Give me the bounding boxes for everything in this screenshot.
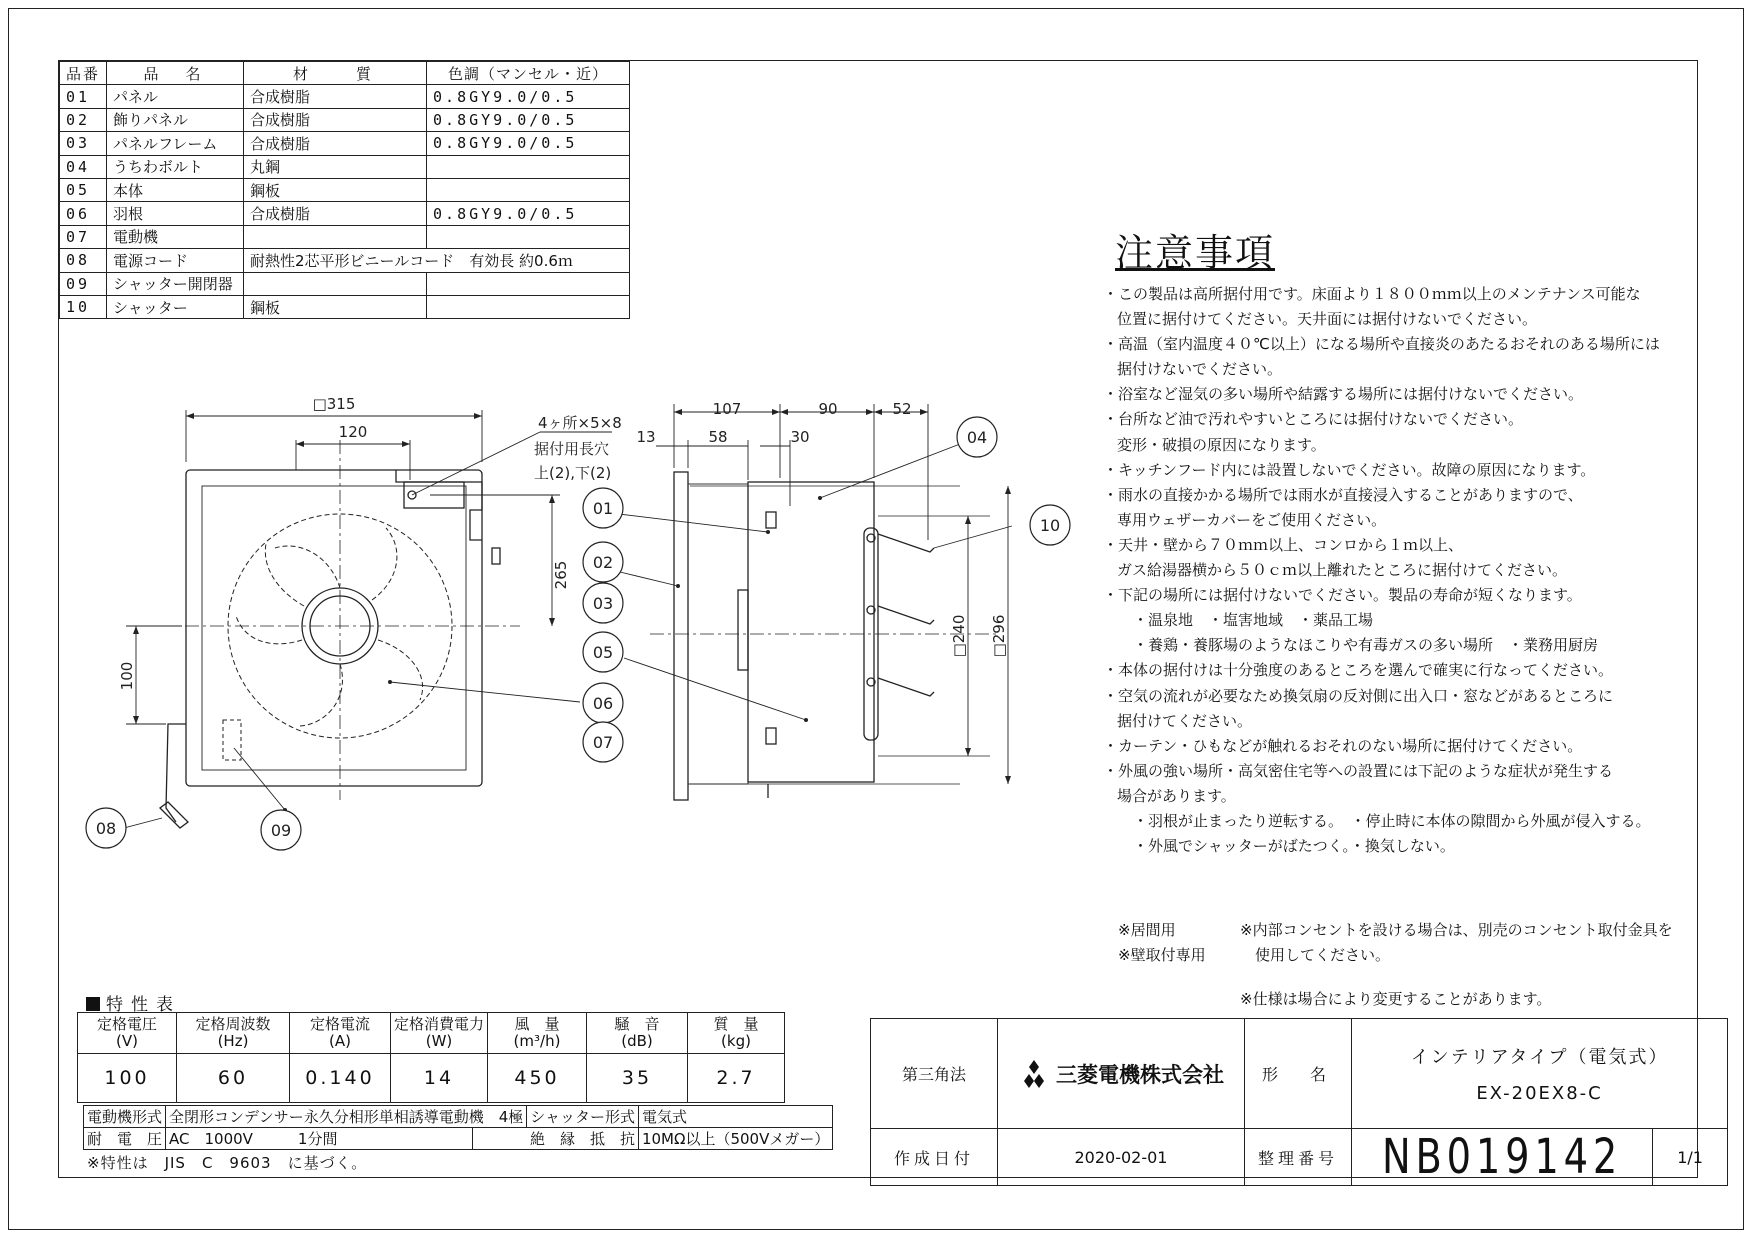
part-name: 羽根 [107, 202, 244, 225]
outlet-note [1240, 918, 1673, 968]
company-logo [999, 1059, 1243, 1089]
part-number: 03 [60, 132, 107, 155]
usage-wall: ※壁取付専用 [1118, 946, 1206, 964]
part-material: 鋼板 [244, 295, 427, 318]
part-number: 08 [60, 249, 107, 272]
dim-240-label: □240 [950, 614, 968, 658]
note-line: ・台所など油で汚れやすいところには据付けないでください。 [1103, 410, 1524, 429]
projection-method: 第三角法 [871, 1019, 998, 1129]
shutter-value: 電気式 [638, 1106, 832, 1128]
note-line: ・天井・壁から７０ｍｍ以上、コンロから１ｍ以上、 [1103, 535, 1464, 554]
motor-value: 全閉形コンデンサー永久分相形単相誘導電動機 4極 [166, 1106, 527, 1128]
spec-header-unit: (Hz) [217, 1032, 249, 1050]
part-number: 10 [60, 295, 107, 318]
dim-265-label: 265 [552, 560, 570, 590]
hole-note-1: 4ヶ所×5×8 [538, 414, 622, 432]
callout-label: 05 [592, 643, 614, 662]
creation-date: 2020-02-01 [998, 1129, 1245, 1186]
hole-note-2: 据付用長穴 [534, 440, 610, 458]
ref-number: NB019142 [1382, 1129, 1623, 1185]
spec-header-unit: (kg) [721, 1032, 751, 1050]
part-number: 05 [60, 178, 107, 201]
notes-list [1103, 282, 1703, 859]
note-line: 位置に据付けてください。天井面には据付けないでください。 [1117, 310, 1538, 329]
note-line: ・下記の場所には据付けないでください。製品の寿命が短くなります。 [1103, 586, 1582, 605]
part-material: 合成樹脂 [244, 108, 427, 131]
note-line: ・高温（室内温度４０℃以上）になる場所や直接炎のあたるおそれのある場所には [1103, 335, 1660, 354]
part-number: 06 [60, 202, 107, 225]
note-line: 据付けてください。 [1117, 711, 1253, 730]
part-material: 鋼板 [244, 178, 427, 201]
part-color: 0.8GY9.0/0.5 [427, 108, 630, 131]
model-label: 形 名 [1245, 1019, 1352, 1129]
spec-detail-table [83, 1105, 833, 1150]
part-name: シャッター開閉器 [107, 272, 244, 295]
spec-change-note: ※仕様は場合により変更することがあります。 [1240, 990, 1552, 1008]
ref-label: 整理番号 [1245, 1129, 1352, 1186]
dim-100-label: 100 [118, 661, 136, 691]
part-name: シャッター [107, 295, 244, 318]
spec-header-unit: (m³/h) [513, 1032, 561, 1050]
spec-value: 60 [177, 1054, 290, 1103]
company-cell [998, 1019, 1245, 1129]
spec-table [77, 1012, 785, 1103]
header-no: 品番 [60, 62, 107, 85]
callout-04 [957, 417, 997, 457]
callout-label: 08 [95, 819, 117, 838]
spec-value-row [78, 1054, 785, 1103]
notes-title: 注意事項 [1115, 231, 1276, 275]
note-line: 据付けないでください。 [1117, 360, 1283, 379]
callout-07 [583, 722, 623, 762]
note-line: ・外風でシャッターがばたつく。・換気しない。 [1133, 837, 1455, 856]
spec-value: 2.7 [688, 1054, 785, 1103]
model-type: インテリアタイプ（電気式） [1410, 1047, 1669, 1068]
part-material: 合成樹脂 [244, 85, 427, 108]
company-name: 三菱電機株式会社 [1056, 1062, 1224, 1087]
spec-header-unit: (V) [116, 1032, 138, 1050]
note-line: 場合があります。 [1117, 786, 1236, 805]
spec-header-label: 定格周波数 [195, 1015, 271, 1033]
spec-header-row [78, 1013, 785, 1054]
callout-03 [583, 583, 623, 623]
dim-107-label: 107 [712, 400, 742, 418]
part-name: 本体 [107, 178, 244, 201]
part-name: 電動機 [107, 225, 244, 248]
callout-10 [1030, 505, 1070, 545]
part-name: パネルフレーム [107, 132, 244, 155]
spec-header [78, 1013, 177, 1054]
outlet-note-line1: ※内部コンセントを設ける場合は、別売のコンセント取付金具を [1240, 921, 1673, 939]
dim-120-label: 120 [338, 423, 368, 441]
motor-label: 電動機形式 [84, 1106, 166, 1128]
part-number: 02 [60, 108, 107, 131]
note-line: ガス給湯器横から５０ｃｍ以上離れたところに据付けてください。 [1117, 561, 1568, 580]
part-name: 飾りパネル [107, 108, 244, 131]
callout-label: 07 [592, 733, 614, 752]
callout-label: 09 [270, 821, 292, 840]
note-line: ・養鶏・養豚場のようなほこりや有毒ガスの多い場所 ・業務用厨房 [1133, 636, 1599, 655]
dim-30-label: 30 [790, 428, 810, 446]
spec-value: 35 [587, 1054, 688, 1103]
model-cell [1352, 1019, 1728, 1129]
spec-header-unit: (A) [329, 1032, 351, 1050]
part-color: 0.8GY9.0/0.5 [427, 202, 630, 225]
withstand-value: AC 1000V 1分間 [166, 1128, 473, 1150]
note-line: ・雨水の直接かかる場所では雨水が直接浸入することがありますので、 [1103, 485, 1583, 504]
note-line: 専用ウェザーカバーをご使用ください。 [1117, 510, 1387, 529]
voltage-row [84, 1128, 833, 1150]
callout-06 [583, 683, 623, 723]
callout-label: 02 [592, 553, 614, 572]
ref-cell [1352, 1129, 1653, 1186]
part-name: パネル [107, 85, 244, 108]
callout-label: 10 [1039, 516, 1061, 535]
callout-02 [583, 542, 623, 582]
spec-header [488, 1013, 587, 1054]
note-line: ・空気の流れが必要なため換気扇の反対側に出入口・窓などがあるところに [1103, 686, 1614, 705]
spec-value: 100 [78, 1054, 177, 1103]
callout-09 [261, 810, 301, 850]
spec-header-label: 定格電流 [309, 1015, 370, 1033]
part-name: 電源コード [107, 249, 244, 272]
callout-label: 03 [592, 594, 614, 613]
usage-block [1118, 918, 1206, 968]
callout-label: 01 [592, 499, 614, 518]
title-block [870, 1018, 1728, 1186]
insulation-label: 絶 縁 抵 抗 [473, 1128, 639, 1150]
dim-58-label: 58 [708, 428, 728, 446]
header-color: 色調（マンセル・近） [427, 62, 630, 85]
date-label: 作成日付 [871, 1129, 998, 1186]
note-line: ・温泉地 ・塩害地域 ・薬品工場 [1133, 611, 1374, 630]
spec-heading-label: 特性表 [106, 995, 181, 1015]
dim-90-label: 90 [818, 400, 838, 418]
callout-01 [583, 488, 623, 528]
spec-header-unit: (W) [425, 1032, 453, 1050]
spec-header [688, 1013, 785, 1054]
spec-header [391, 1013, 488, 1054]
part-color: 0.8GY9.0/0.5 [427, 132, 630, 155]
shutter-label: シャッター形式 [527, 1106, 639, 1128]
dim-52-label: 52 [892, 400, 912, 418]
note-line: ・キッチンフード内には設置しないでください。故障の原因になります。 [1103, 460, 1596, 479]
mitsubishi-diamond-icon [1018, 1060, 1050, 1088]
dim-13-label: 13 [636, 428, 656, 446]
usage-living: ※居間用 [1118, 921, 1176, 939]
note-line: ・本体の据付けは十分強度のあるところを選んで確実に行なってください。 [1103, 661, 1614, 680]
part-name: うちわボルト [107, 155, 244, 178]
spec-value: 14 [391, 1054, 488, 1103]
heading-square [86, 997, 100, 1011]
note-line: ・カーテン・ひもなどが触れるおそれのない場所に据付けてください。 [1103, 736, 1583, 755]
hole-note-3: 上(2),下(2) [534, 464, 612, 482]
callout-08 [86, 808, 126, 848]
header-name: 品 名 [107, 62, 244, 85]
callout-05 [583, 632, 623, 672]
spec-header-label: 定格電圧 [96, 1015, 157, 1033]
part-number: 04 [60, 155, 107, 178]
spec-header [290, 1013, 391, 1054]
spec-header-unit: (dB) [621, 1032, 653, 1050]
spec-value: 450 [488, 1054, 587, 1103]
note-line: ・この製品は高所据付用です。床面より１８００ｍｍ以上のメンテナンス可能な [1103, 285, 1641, 303]
side-view [602, 404, 1012, 800]
sheet-number: 1/1 [1653, 1129, 1728, 1186]
model-number: EX-20EX8-C [1476, 1083, 1603, 1104]
spec-header-label: 質 量 [713, 1015, 759, 1033]
part-material: 丸鋼 [244, 155, 427, 178]
callout-label: 04 [966, 428, 988, 447]
header-material: 材 質 [244, 62, 427, 85]
note-line: ・羽根が止まったり逆転する。 ・停止時に本体の隙間から外風が侵入する。 [1133, 811, 1651, 830]
note-line: ・浴室など湿気の多い場所や結露する場所には据付けないでください。 [1103, 385, 1584, 404]
note-line: 変形・破損の原因になります。 [1117, 435, 1326, 454]
dim-width-label: □315 [312, 395, 356, 413]
callout-label: 06 [592, 694, 614, 713]
part-material: 耐熱性2芯平形ビニールコード 有効長 約0.6ｍ [244, 249, 630, 272]
part-number: 07 [60, 225, 107, 248]
spec-header [587, 1013, 688, 1054]
motor-row [84, 1106, 833, 1128]
note-line: ・外風の強い場所・高気密住宅等への設置には下記のような症状が発生する [1103, 761, 1614, 780]
jis-note: ※特性は JIS C 9603 に基づく。 [87, 1154, 368, 1172]
spec-header-label: 風 量 [514, 1015, 560, 1033]
insulation-value: 10MΩ以上（500Vメガー） [638, 1128, 832, 1150]
part-number: 09 [60, 272, 107, 295]
spec-value: 0.140 [290, 1054, 391, 1103]
spec-header-label: 騒 音 [614, 1015, 660, 1033]
spec-header-label: 定格消費電力 [393, 1015, 484, 1033]
part-material: 合成樹脂 [244, 202, 427, 225]
part-material: 合成樹脂 [244, 132, 427, 155]
part-number: 01 [60, 85, 107, 108]
withstand-label: 耐 電 圧 [84, 1128, 166, 1150]
part-color: 0.8GY9.0/0.5 [427, 85, 630, 108]
spec-header [177, 1013, 290, 1054]
outlet-note-line2: 使用してください。 [1240, 946, 1391, 964]
dim-296-label: □296 [990, 614, 1008, 658]
